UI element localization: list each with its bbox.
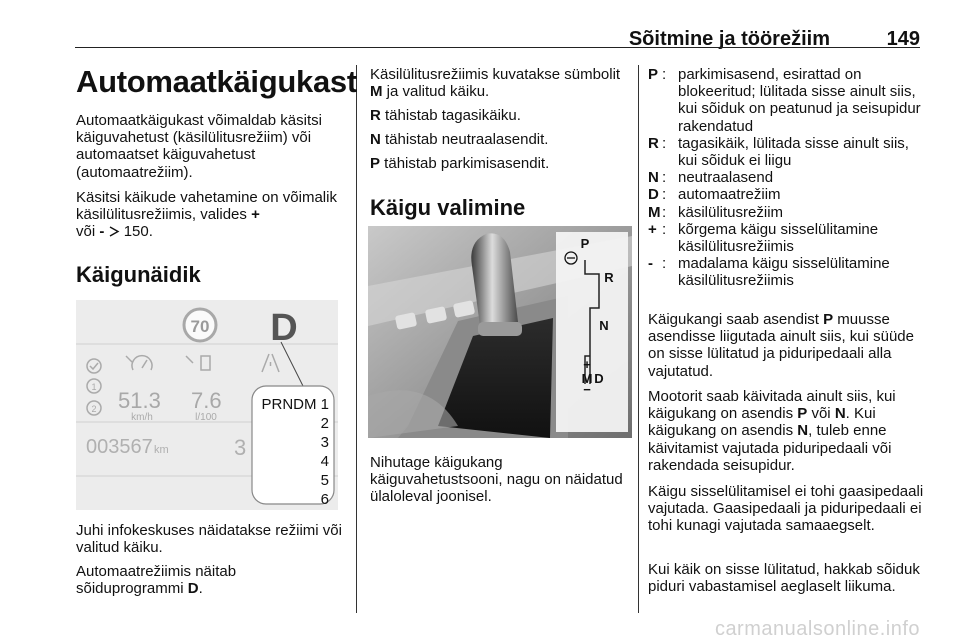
- legend-row: [648, 204, 932, 221]
- col3-p2-text-a: Mootorit saab käivitada ainult siis, kui käigukang on asendis: [648, 388, 896, 423]
- col3-p2-bold-p: P: [797, 405, 808, 423]
- watermark-text: carmanualsonline.info: [714, 618, 920, 640]
- odometer-value: 003567: [86, 436, 153, 458]
- speed-unit: km/h: [131, 412, 153, 423]
- col3-p2-text-mid: või: [807, 405, 835, 423]
- gate-label-plus: +: [583, 357, 591, 372]
- legend-row: [648, 186, 932, 203]
- col3-p1-text-b: muusse asendisse liigutada ainult siis, kui süüde on sisse lülitatud ja piduripedaali alla vajutatud.: [648, 311, 914, 380]
- col2-p1-text-b: ja valitud käiku.: [382, 83, 490, 101]
- legend-key: D :: [648, 186, 667, 204]
- legend-description: tagasikäik, lülitada sisse ainult siis, kui sõiduk ei liigu: [678, 134, 909, 170]
- col3-p2-bold-n: N: [834, 405, 846, 423]
- col3-paragraph-3: Käigu sisselülitamisel ei tohi gaasipedaali vajutada. Gaasipedaali ja piduripedaali ei tohi kunagi vajutada samaaegselt.: [648, 483, 924, 535]
- gear-position-legend: [648, 66, 932, 290]
- callout-gear-list: [321, 415, 329, 508]
- r-key: R: [370, 107, 381, 124]
- col3-p2-text-b: . Kui käigukang on asendis: [648, 405, 876, 440]
- p4-bold-d: D: [187, 580, 199, 598]
- subheading-kaigunaidik: Käigunäidik: [76, 262, 201, 287]
- col1-paragraph-1: Automaatkäigukast võimaldab käsitsi käiguvahetust (käsilülitusrežiim) või automaatset käiguvahetust (automaatrežiim).: [76, 112, 322, 181]
- running-header-title: Sõitmine ja töörežiim: [628, 28, 830, 50]
- column-divider-left: [356, 65, 357, 613]
- plus-symbol: +: [251, 206, 260, 224]
- col2-p1-bold-m: M: [370, 83, 383, 101]
- callout-gear-number: 5: [320, 472, 329, 489]
- page-reference[interactable]: 150.: [123, 223, 153, 241]
- col2-p1-text-a: Käsilülitusrežiimis kuvatakse sümbolit: [370, 66, 621, 83]
- col2-n-line: [370, 131, 632, 148]
- n-key: N: [370, 131, 381, 148]
- col3-p2-text-c: , tuleb enne käivitamist vajutada piduripedaali või rakendada seisupidur.: [648, 422, 892, 474]
- callout-gear-number: 4: [320, 453, 329, 470]
- svg-text:2: 2: [91, 404, 97, 414]
- legend-key: P :: [648, 66, 667, 83]
- legend-description: käsilülitusrežiim: [678, 203, 784, 221]
- legend-description: automaatrežiim: [678, 186, 781, 204]
- p-key: P: [370, 155, 381, 172]
- legend-key: M :: [648, 203, 667, 221]
- gate-label-d: D: [594, 371, 604, 386]
- consumption-value: 7.6: [191, 388, 222, 413]
- consumption-unit: l/100: [195, 412, 217, 423]
- column-divider-right: [638, 65, 639, 613]
- col3-paragraph-2: [648, 388, 932, 474]
- p2-text-a: Käsitsi käikude vahetamine on võimalik käsilülitusrežiimis, valides: [76, 189, 337, 224]
- page-number: 149: [886, 28, 920, 50]
- col3-paragraph-1: [648, 311, 932, 380]
- legend-row: [648, 255, 932, 289]
- n-text: tähistab neutraalasendit.: [380, 131, 549, 148]
- p-text: tähistab parkimisasendit.: [380, 155, 550, 172]
- legend-key: - :: [648, 255, 667, 273]
- odometer-unit: km: [154, 444, 169, 456]
- legend-description: parkimisasend, esirattad on blokeeritud; lülitada sisse ainult siis, kui sõiduk on peatunud ja seisupidur rakendatud: [678, 66, 921, 135]
- instrument-cluster-figure: [76, 300, 338, 510]
- speed-limit-sign-icon: [184, 309, 216, 341]
- cross-reference-icon: [109, 226, 120, 237]
- col1-paragraph-4: [76, 563, 344, 597]
- gear-selector-illustration: [368, 226, 632, 438]
- legend-description: kõrgema käigu sisselülitamine käsilülitusrežiimis: [678, 220, 879, 256]
- legend-row: [648, 221, 932, 255]
- callout-gear-number: 2: [320, 415, 329, 432]
- legend-row: [648, 169, 932, 186]
- legend-key: + :: [648, 220, 667, 238]
- minus-symbol: -: [99, 223, 105, 241]
- p4-text-b: .: [198, 580, 203, 598]
- gear-display-letter: D: [270, 307, 298, 349]
- gate-label-minus: −: [583, 382, 591, 397]
- svg-text:1: 1: [91, 382, 97, 392]
- callout-gear-number: 6: [320, 491, 329, 508]
- col3-paragraph-4: Kui käik on sisse lülitatud, hakkab sõiduk piduri vabastamisel aeglaselt liikuma.: [648, 561, 920, 596]
- callout-gear-number: 3: [320, 434, 329, 451]
- header-rule: [75, 47, 920, 48]
- col2-p-line: [370, 155, 632, 172]
- gate-label-p: P: [580, 236, 590, 251]
- gate-label-r: R: [604, 270, 614, 285]
- trip-partial-digit: 3: [234, 435, 247, 460]
- gate-label-n: N: [599, 318, 609, 333]
- subheading-kaigu-valimine: Käigu valimine: [370, 195, 526, 220]
- gear-indicator-illustration: [76, 300, 338, 510]
- legend-row: [648, 135, 932, 169]
- legend-description: madalama käigu sisselülitamine käsilülitusrežiimis: [678, 255, 890, 290]
- gear-lever-figure: [368, 226, 632, 438]
- col3-p2-bold-n2: N: [797, 422, 809, 440]
- speed-value: 51.3: [118, 388, 161, 413]
- legend-key: R :: [648, 134, 667, 152]
- r-text: tähistab tagasikäiku.: [380, 107, 521, 124]
- col2-figure-caption: Nihutage käigukang käiguvahetustsooni, nagu on näidatud ülaloleval joonisel.: [370, 454, 623, 506]
- section-heading-automaatkaigukast: Automaatkäigukast: [76, 64, 357, 99]
- speed-limit-value: 70: [190, 317, 210, 336]
- callout-modes-line: PRNDM 1: [261, 396, 329, 413]
- col1-paragraph-2: [76, 189, 344, 241]
- p4-text-a: Automaatrežiimis näitab sõiduprogrammi: [76, 563, 237, 598]
- legend-key: N :: [648, 169, 667, 187]
- col2-paragraph-1: [370, 66, 632, 100]
- legend-description: neutraalasend: [678, 169, 774, 187]
- col2-r-line: [370, 107, 632, 124]
- legend-row: [648, 66, 932, 135]
- p2-text-b: või: [76, 223, 100, 241]
- gate-label-m: M: [581, 371, 593, 386]
- col3-p1-bold-p: P: [823, 311, 834, 328]
- col3-p1-text-a: Käigukangi saab asendist: [648, 311, 824, 328]
- col1-paragraph-3: Juhi infokeskuses näidatakse režiimi või valitud käiku.: [76, 522, 342, 557]
